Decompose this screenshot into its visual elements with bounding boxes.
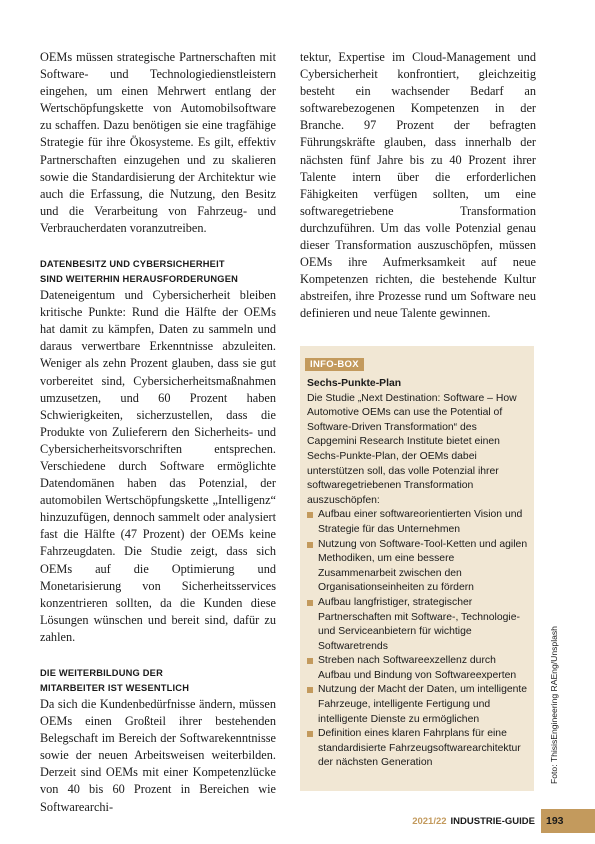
square-bullet-icon [307, 600, 313, 606]
right-column [300, 49, 536, 323]
section-heading [40, 257, 276, 287]
list-item-text: Definition eines klaren Fahrplans für eine standardisierte Fahrzeugsoftwarearchitektur der nächsten Generation [318, 728, 521, 769]
body-paragraph: Dateneigentum und Cybersicherheit bleiben kritische Punkte: Rund die Hälfte der OEMs hat damit zu kämpfen, Daten zu sammeln und daraus verwertbare Erkenntnisse abzuleiten. Weniger als zehn Prozent glauben, dass sie gut vorbereitet sind, Cybersicherheitsmaßnahmen umzusetzen, und 60 Prozent haben Schwierigkeiten, sicherzustellen, dass die Produkte von Zulieferern den Sicherheits- und Cybersicherheitsvorschriften entsprechen. Verschiedene durch Software ermöglichte Datendomänen haben das Potenzial, der automobilen Wertschöpfungskette „Intelligenz“ hinzuzufügen, dennoch sammelt oder analysiert fast die Hälfte (47 Prozent) der OEMs keine Fahrzeugdaten. Die Studie zeigt, dass sich OEMs auf die Optimierung und Monetarisierung von Sicherheitsservices konzentrieren sollten, da die Kunden diese Lösungen wünschen und bereit sind, dafür zu zahlen. [40, 288, 276, 644]
footer-year: 2021/22 [412, 815, 447, 827]
list-item-text: Streben nach Softwareexzellenz durch Aufbau und Bindung von Softwareexperten [318, 655, 517, 681]
footer-publication: INDUSTRIE-GUIDE [450, 815, 535, 827]
info-box-label: INFO-BOX [305, 358, 364, 371]
list-item [307, 538, 529, 596]
section-heading [40, 666, 276, 696]
list-item-text: Nutzung der Macht der Daten, um intelligente Fahrzeuge, intelligente Fertigung und intelligente Dienste zu ermöglichen [318, 684, 528, 725]
page-number: 193 [541, 809, 595, 833]
body-paragraph: Da sich die Kundenbedürfnisse ändern, müssen OEMs einen Großteil ihrer bestehenden Belegschaft im Bereich der Softwarekenntnisse sowie der neuen Arbeitsweisen weiterbilden. Derzeit sind OEMs mit einer Kompetenzlücke von 40 bis 60 Prozent in Bereichen wie Softwarearchi- [40, 697, 276, 814]
list-item [307, 683, 529, 727]
info-box-intro: Die Studie „Next Destination: Software – How Automotive OEMs can use the Potential of Software-Driven Transformation“ des Capgemini Research Institute bietet einen Sechs-Punkte-Plan, der OEMs dabei unterstützen soll, das volle Potenzial ihrer softwaregetriebenen Transformation auszuschöpfen: [307, 392, 517, 506]
body-paragraph: tektur, Expertise im Cloud-Management und Cybersicherheit konfrontiert, gleichzeitig besteht ein wachsender Bedarf an softwarebezogenen Kompetenzen in der Branche. 97 Prozent der befragten Führungskräfte glauben, dass innerhalb der nächsten fünf Jahre bis zu 40 Prozent ihrer Talente intern über die erforderlichen Fähigkeiten verfügen sollten, um eine softwaregetriebene Transformation durchzuführen. Um das volle Potenzial genau dieser Transformation auszuschöpfen, müssen OEMs ihre Aufmerksamkeit auf neue Kompetenzen richten, die bestehende Kultur abstreifen, ihre Prozesse rund um Software neu definieren und neue Talente gewinnen. [300, 50, 536, 321]
square-bullet-icon [307, 687, 313, 693]
heading-line: DATENBESITZ UND CYBERSICHERHEIT [40, 259, 225, 270]
body-paragraph: OEMs müssen strategische Partnerschaften mit Software- und Technologiedienstleistern eingehen, um einen Mehrwert entlang der Wertschöpfungskette von Automobilsoftware zu schaffen. Dazu benötigen sie eine tragfähige Strategie für ihre Ökosysteme. Es gilt, effektiv Partnerschaften einzugehen und zu skalieren sowie die Standardisierung der Architektur wie auch die Erfassung, die Nutzung, den Besitz und die Verarbeitung von Fahrzeug- und Verbraucherdaten voranzutreiben. [40, 50, 276, 235]
left-column [40, 49, 276, 816]
heading-line: DIE WEITERBILDUNG DER [40, 668, 163, 678]
square-bullet-icon [307, 658, 313, 664]
square-bullet-icon [307, 731, 313, 737]
page-footer [412, 809, 595, 833]
heading-line: MITARBEITER IST WESENTLICH [40, 683, 190, 693]
square-bullet-icon [307, 542, 313, 548]
list-item-text: Aufbau langfristiger, strategischer Partnerschaften mit Software-, Technologie- und Serviceanbietern für wichtige Softwaretrends [318, 596, 520, 652]
photo-credit: Foto: ThisisEngineering RAEng/Unsplash [549, 626, 559, 784]
info-box [300, 346, 534, 791]
list-item-text: Aufbau einer softwareorientierten Vision und Strategie für das Unternehmen [318, 509, 523, 535]
list-item [307, 596, 529, 654]
heading-line: SIND WEITERHIN HERAUSFORDERUNGEN [40, 274, 239, 285]
list-item [307, 508, 529, 537]
info-box-list [307, 508, 529, 771]
info-box-title: Sechs-Punkte-Plan [307, 378, 402, 389]
list-item [307, 654, 529, 683]
square-bullet-icon [307, 512, 313, 518]
info-box-body [307, 377, 529, 771]
list-item [307, 727, 529, 771]
list-item-text: Nutzung von Software-Tool-Ketten und agilen Methodiken, um eine bessere Zusammenarbeit zwischen den Organisationseinheiten zu fördern [318, 538, 528, 594]
